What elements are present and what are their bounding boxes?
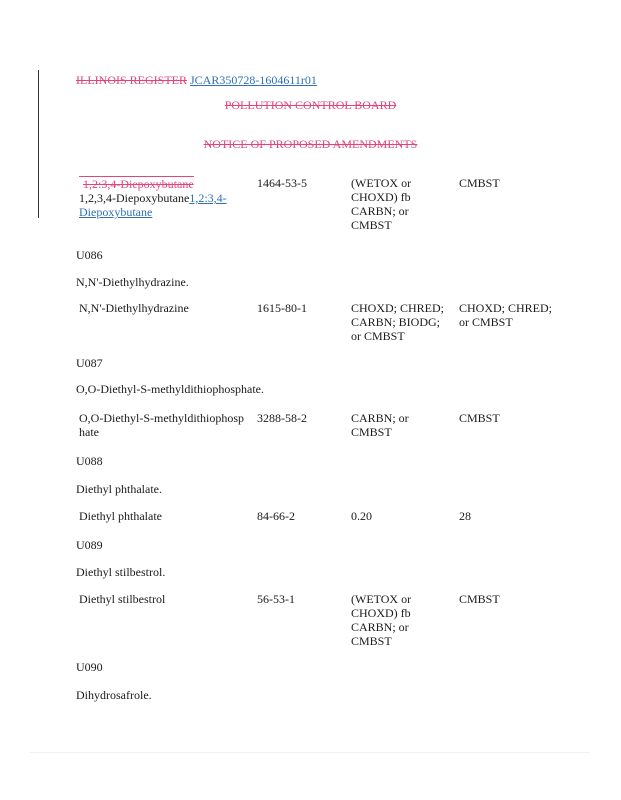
constituent-name: N,N'-Diethylhydrazine [79,301,189,315]
register-header-deleted: ILLINOIS REGISTER [76,73,187,87]
constituent-name-deleted: 1,2:3,4-Diepoxybutane [79,176,194,191]
waste-code: U086 [76,248,103,262]
waste-title: N,N'-Diethylhydrazine. [76,275,189,289]
cas-number: 56-53-1 [257,592,295,606]
waste-code: U090 [76,660,103,674]
wastewater-standard: CHOXD; CHRED; CARBN; BIODG; or CMBST [351,301,445,343]
notice-title: NOTICE OF PROPOSED AMENDMENTS [203,137,418,151]
constituent-name [79,176,249,219]
cas-number: 3288-58-2 [257,411,307,425]
wastewater-standard: 0.20 [351,509,372,523]
constituent-name: O,O-Diethyl-S-methyldithiophosphate [79,411,244,439]
waste-title: Diethyl stilbestrol. [76,565,166,579]
constituent-name: Diethyl phthalate [79,509,162,523]
register-header [76,73,317,88]
cas-number: 84-66-2 [257,509,295,523]
waste-title: Dihydrosafrole. [76,688,152,702]
waste-title: Diethyl phthalate. [76,482,162,496]
waste-code: U088 [76,454,103,468]
constituent-name-plain: 1,2,3,4-Diepoxybutane [79,191,190,205]
waste-code: U087 [76,356,103,370]
wastewater-standard: (WETOX or CHOXD) fb CARBN; or CMBST [351,176,412,232]
wastewater-standard: CARBN; or CMBST [351,411,409,439]
wastewater-standard: (WETOX or CHOXD) fb CARBN; or CMBST [351,592,412,648]
nonwastewater-standard: 28 [459,509,471,523]
footer-divider [30,752,590,753]
cas-number: 1615-80-1 [257,301,307,315]
nonwastewater-standard: CMBST [459,592,500,606]
nonwastewater-standard: CHOXD; CHRED; or CMBST [459,301,553,329]
waste-title: O,O-Diethyl-S-methyldithiophosphate. [76,382,264,396]
board-title: POLLUTION CONTROL BOARD [224,98,397,112]
cas-number: 1464-53-5 [257,176,307,190]
constituent-name-inserted: 1,2:3,4-Diepoxybutane [79,191,227,219]
constituent-name: Diethyl stilbestrol [79,592,166,606]
nonwastewater-standard: CMBST [459,176,500,190]
waste-code: U089 [76,538,103,552]
register-header-inserted: JCAR350728-1604611r01 [190,73,317,87]
nonwastewater-standard: CMBST [459,411,500,425]
